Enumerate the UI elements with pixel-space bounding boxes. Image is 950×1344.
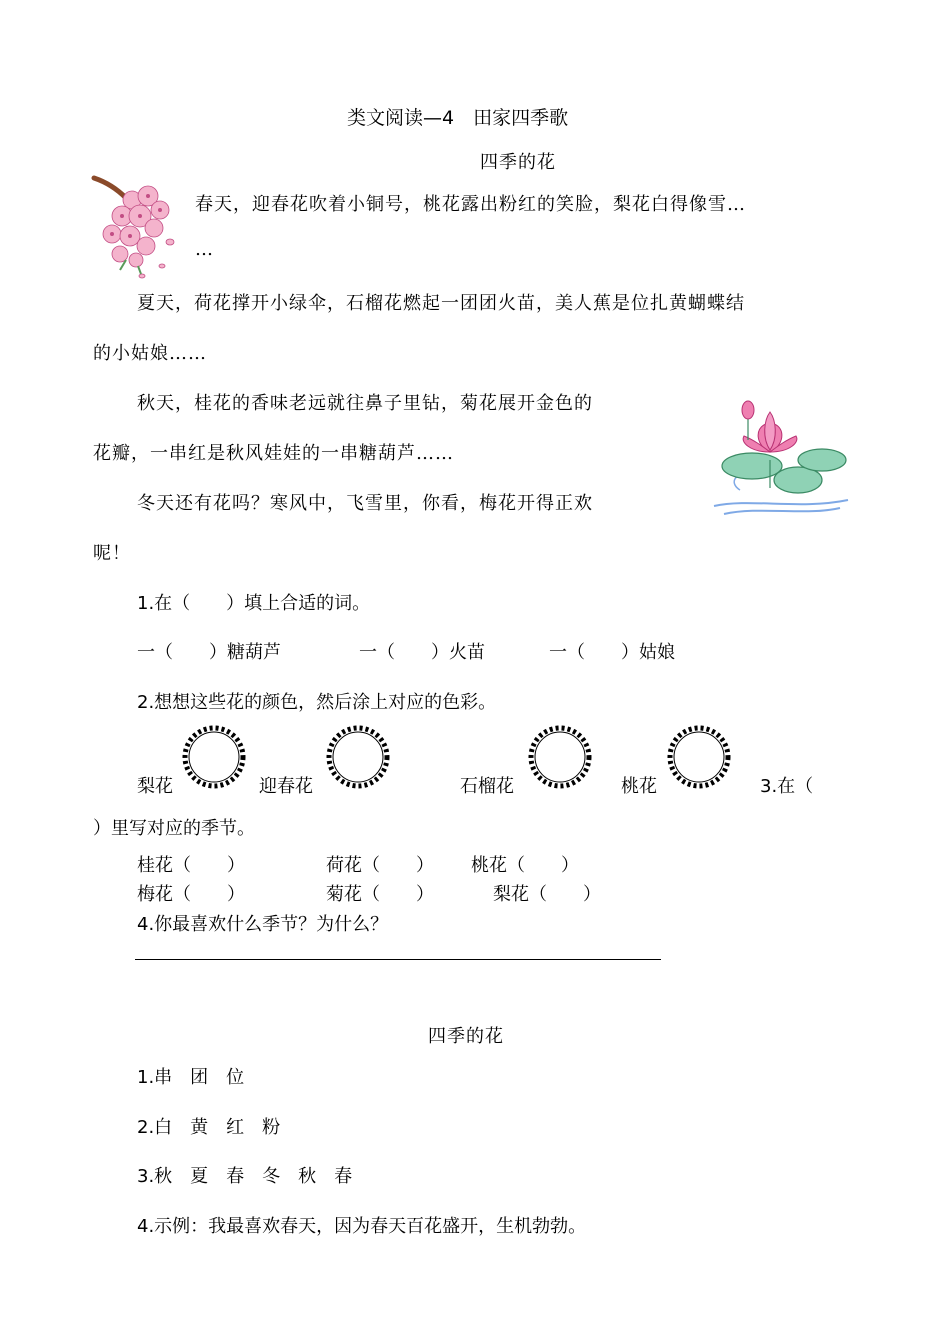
passage-summer-2: 的小姑娘…… — [93, 343, 207, 364]
flower-label-winter-jasmine: 迎春花 — [259, 776, 313, 797]
q3-item-lotus: 荷花（ ） — [326, 855, 434, 876]
answer-4: 4.示例：我最喜欢春天，因为春天百花盛开，生机勃勃。 — [137, 1216, 587, 1237]
question-3-start: 3.在（ — [760, 776, 814, 797]
cherry-blossom-illustration — [90, 170, 182, 282]
q3-item-plum: 梅花（ ） — [137, 884, 245, 905]
passage-autumn-1: 秋天，桂花的香味老远就往鼻子里钻，菊花展开金色的 — [137, 393, 593, 414]
answers-heading: 四季的花 — [428, 1026, 504, 1047]
answer-line[interactable] — [135, 959, 661, 960]
question-1: 1.在（ ）填上合适的词。 — [137, 593, 371, 614]
passage-summer-1: 夏天，荷花撑开小绿伞，石榴花燃起一团团火苗，美人蕉是位扎黄蝴蝶结 — [137, 293, 745, 314]
passage-autumn-2: 花瓣，一串红是秋风娃娃的一串糖葫芦…… — [93, 443, 454, 464]
q1-item-2: 一（ ）火苗 — [359, 642, 485, 663]
flower-label-pomegranate: 石榴花 — [460, 776, 514, 797]
answer-2: 2.白 黄 红 粉 — [137, 1117, 281, 1138]
passage-winter-2: 呢！ — [93, 543, 131, 564]
question-2: 2.想想这些花的颜色，然后涂上对应的色彩。 — [137, 692, 497, 713]
answer-3: 3.秋 夏 春 冬 秋 春 — [137, 1166, 353, 1187]
q3-item-peach: 桃花（ ） — [471, 855, 579, 876]
flower-label-pear: 梨花 — [137, 776, 173, 797]
flower-label-peach: 桃花 — [621, 776, 657, 797]
q3-item-pear: 梨花（ ） — [493, 884, 601, 905]
lotus-bud — [742, 401, 754, 419]
passage-spring: 春天，迎春花吹着小铜号，桃花露出粉红的笑脸，梨花白得像雪… — [195, 194, 746, 215]
lotus-illustration — [710, 388, 852, 516]
q3-item-chrysanthemum: 菊花（ ） — [326, 884, 434, 905]
q1-item-3: 一（ ）姑娘 — [549, 642, 675, 663]
color-ring-peach[interactable] — [666, 724, 732, 790]
answer-1: 1.串 团 位 — [137, 1067, 245, 1088]
passage-heading: 四季的花 — [480, 152, 556, 173]
color-ring-winter-jasmine[interactable] — [325, 724, 391, 790]
question-4: 4.你最喜欢什么季节？为什么？ — [137, 914, 389, 935]
page-title: 类文阅读—4 田家四季歌 — [347, 107, 569, 129]
color-ring-pomegranate[interactable] — [527, 724, 593, 790]
q1-item-1: 一（ ）糖葫芦 — [137, 642, 281, 663]
passage-spring-cont: … — [195, 239, 214, 260]
q3-item-osmanthus: 桂花（ ） — [137, 855, 245, 876]
question-3-cont: ）里写对应的季节。 — [93, 818, 255, 839]
color-ring-pear[interactable] — [181, 724, 247, 790]
passage-winter-1: 冬天还有花吗？寒风中，飞雪里，你看，梅花开得正欢 — [137, 493, 593, 514]
